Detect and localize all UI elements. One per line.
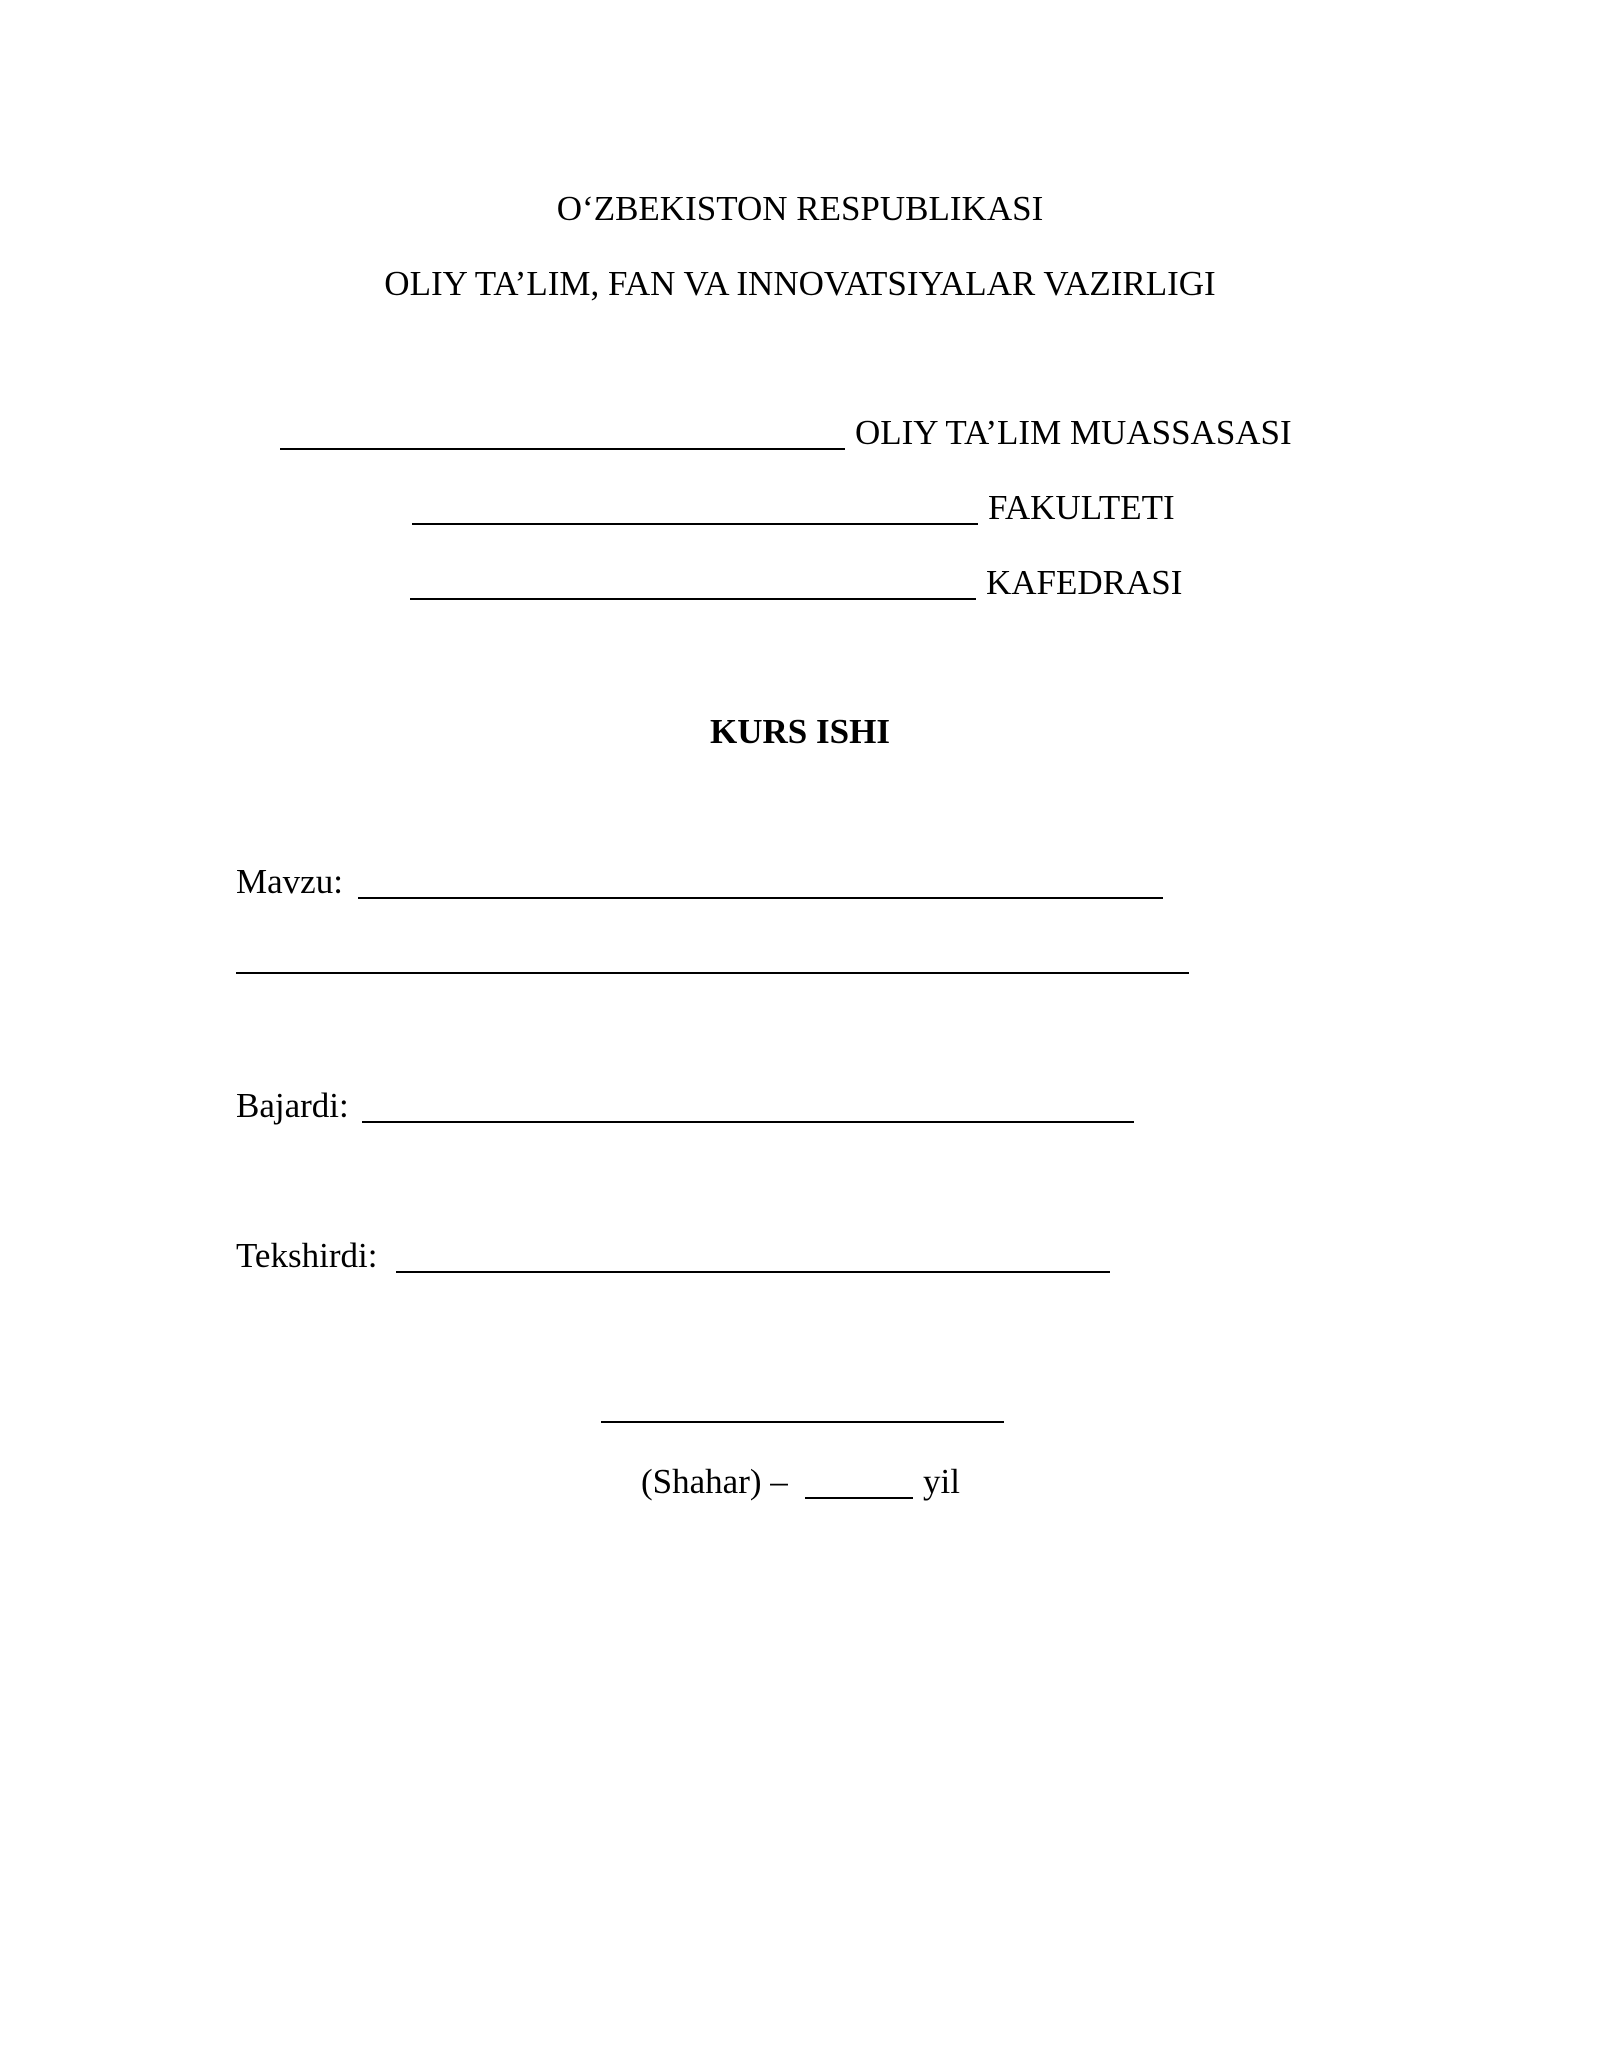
year-blank[interactable] (805, 1497, 913, 1499)
topic-blank-2[interactable] (236, 972, 1189, 974)
faculty-blank[interactable] (412, 523, 978, 525)
faculty-label: FAKULTETI (988, 488, 1175, 527)
department-blank[interactable] (410, 598, 976, 600)
department-label: KAFEDRASI (986, 563, 1183, 602)
topic-label: Mavzu: (236, 862, 343, 901)
signature-blank[interactable] (601, 1421, 1004, 1423)
year-suffix: yil (923, 1462, 960, 1501)
institution-label: OLIY TA’LIM MUASSASASI (855, 413, 1292, 452)
performer-label: Bajardi: (236, 1086, 349, 1125)
topic-blank-1[interactable] (358, 897, 1163, 899)
checker-label: Tekshirdi: (236, 1236, 378, 1275)
institution-blank[interactable] (280, 448, 845, 450)
city-label: (Shahar) – (641, 1462, 788, 1501)
document-title: KURS ISHI (710, 712, 890, 751)
country-heading: O‘ZBEKISTON RESPUBLIKASI (556, 189, 1044, 228)
performer-blank[interactable] (362, 1121, 1134, 1123)
checker-blank[interactable] (396, 1271, 1110, 1273)
ministry-heading: OLIY TA’LIM, FAN VA INNOVATSIYALAR VAZIRLIGI (384, 264, 1216, 303)
